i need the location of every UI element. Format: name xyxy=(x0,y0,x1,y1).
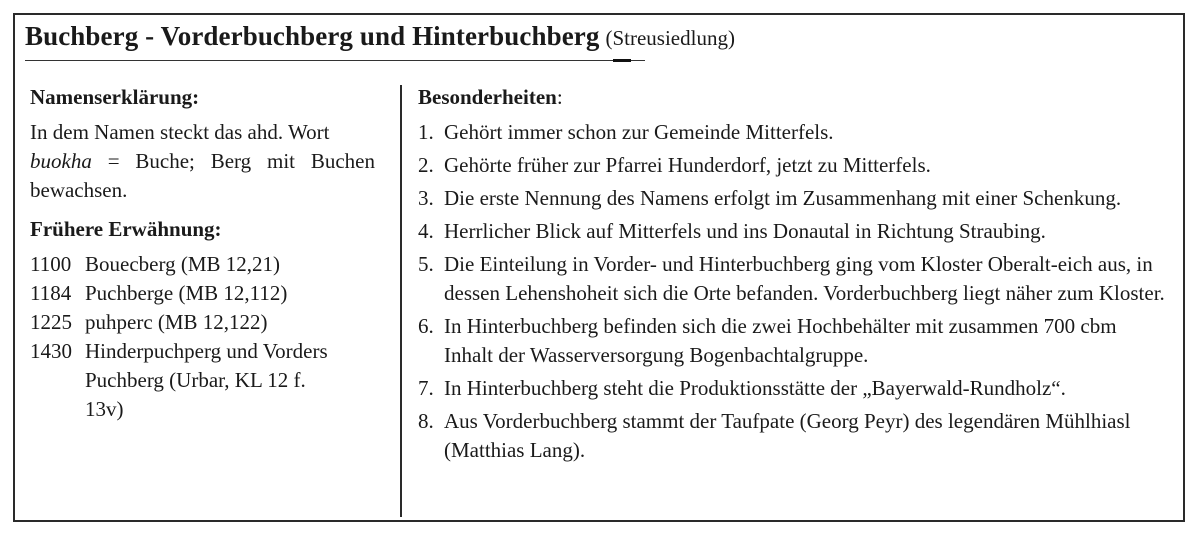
feature-text: In Hinterbuchberg steht die Produktionsstätte der „Bayerwald-Rundholz“. xyxy=(444,376,1066,400)
feature-item xyxy=(418,151,1178,180)
feature-text: Gehörte früher zur Pfarrei Hunderdorf, jetzt zu Mitterfels. xyxy=(444,153,931,177)
mention-row xyxy=(30,279,375,308)
feature-item xyxy=(418,184,1178,213)
feature-item xyxy=(418,312,1178,370)
mention-text: Puchberge (MB 12,112) xyxy=(85,281,288,305)
mentions-heading: Frühere Erwähnung: xyxy=(30,217,222,241)
names-italic-word: buokha xyxy=(30,149,92,173)
page-title: Buchberg - Vorderbuchberg und Hinterbuchberg xyxy=(25,21,600,51)
mention-text: Hinderpuchperg und Vorders Puchberg (Urbar, KL 12 f. 13v) xyxy=(85,339,328,421)
feature-number: 3. xyxy=(418,186,434,210)
mention-year: 1184 xyxy=(30,281,72,305)
feature-item xyxy=(418,118,1178,147)
features-list xyxy=(418,118,1178,465)
mention-year: 1225 xyxy=(30,310,72,334)
feature-number: 6. xyxy=(418,314,434,338)
feature-number: 4. xyxy=(418,219,434,243)
mention-row xyxy=(30,250,375,279)
feature-item xyxy=(418,374,1178,403)
features-heading-colon: : xyxy=(556,85,563,109)
features-heading-text: Besonderheiten xyxy=(418,85,557,109)
mentions-list xyxy=(30,250,375,424)
column-divider xyxy=(400,85,402,517)
feature-number: 2. xyxy=(418,153,434,177)
mention-row xyxy=(30,337,375,424)
names-pre: In dem Namen steckt das ahd. Wort xyxy=(30,120,330,144)
mention-text: puhperc (MB 12,122) xyxy=(85,310,268,334)
feature-item xyxy=(418,407,1178,465)
feature-number: 8. xyxy=(418,409,434,433)
feature-text: Gehört immer schon zur Gemeinde Mitterfels. xyxy=(444,120,834,144)
names-post: = Buche; Berg mit Buchen bewachsen. xyxy=(30,149,376,202)
feature-text: In Hinterbuchberg befinden sich die zwei Hochbehälter mit zusammen 700 cbm Inhalt der Wasserversorgung Bogenbachtalgruppe. xyxy=(444,314,1117,367)
names-paragraph xyxy=(30,118,375,205)
title-row xyxy=(25,21,735,52)
title-underline-mark xyxy=(613,59,631,62)
feature-text: Die erste Nennung des Namens erfolgt im Zusammenhang mit einer Schenkung. xyxy=(444,186,1122,210)
feature-number: 1. xyxy=(418,120,434,144)
feature-item xyxy=(418,250,1178,308)
feature-text: Aus Vorderbuchberg stammt der Taufpate (Georg Peyr) des legendären Mühlhiasl (Matthias Lang). xyxy=(444,409,1131,462)
page-subtitle: (Streusiedlung) xyxy=(605,26,735,50)
names-heading: Namenserklärung: xyxy=(30,85,200,109)
feature-number: 7. xyxy=(418,376,434,400)
features-heading xyxy=(418,83,1178,112)
feature-item xyxy=(418,217,1178,246)
mention-row xyxy=(30,308,375,337)
mention-year: 1430 xyxy=(30,339,72,363)
mention-year: 1100 xyxy=(30,252,72,276)
right-column xyxy=(418,83,1178,469)
feature-text: Herrlicher Blick auf Mitterfels und ins Donautal in Richtung Straubing. xyxy=(444,219,1046,243)
document-frame xyxy=(13,13,1185,522)
feature-text: Die Einteilung in Vorder- und Hinterbuchberg ging vom Kloster Oberalt-eich aus, in dessen Lehenshoheit sich die Orte befanden. Vorderbuchberg liegt näher zum Kloster. xyxy=(444,252,1165,305)
title-underline xyxy=(25,60,645,61)
feature-number: 5. xyxy=(418,252,434,276)
mention-text: Bouecberg (MB 12,21) xyxy=(85,252,280,276)
left-column xyxy=(30,83,375,424)
